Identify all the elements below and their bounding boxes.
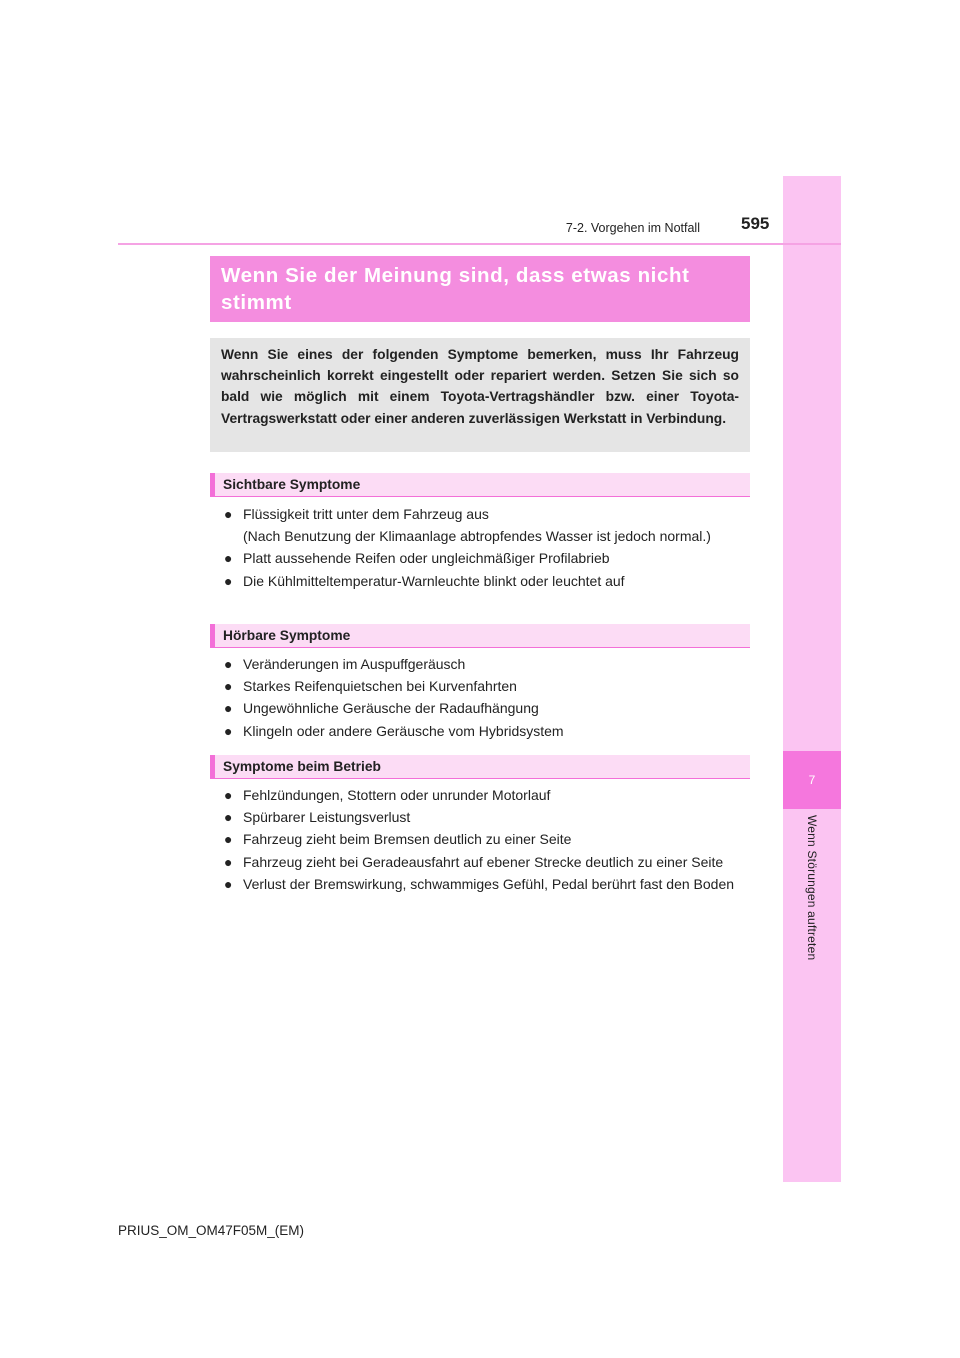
list-item-text: Spürbarer Leistungsverlust xyxy=(243,809,411,826)
list-item xyxy=(224,570,746,592)
chapter-title: Wenn Störungen auftreten xyxy=(805,815,819,961)
bullet-icon: ● xyxy=(224,722,233,739)
list-item xyxy=(224,697,746,719)
list-item-text: Fahrzeug zieht beim Bremsen deutlich zu einer Seite xyxy=(243,831,572,848)
audible-symptoms-list xyxy=(224,653,746,742)
page-title-line-2: stimmt xyxy=(221,291,292,314)
bullet-icon: ● xyxy=(224,506,233,522)
page-number: 595 xyxy=(741,214,770,233)
list-item xyxy=(224,720,746,742)
intro-paragraph: Wenn Sie eines der folgenden Symptome bemerken, muss Ihr Fahrzeug wahrscheinlich korrekt eingestellt oder repariert werden. Setzen Sie sich so bald wie möglich mit einem Toyota-Vertragshändler bzw. einer Toyota-Vertragswerkstatt oder einer anderen zuverlässigen Werkstatt in Verbindung. xyxy=(210,338,750,452)
list-item xyxy=(224,503,746,547)
list-item-note: (Nach Benutzung der Klimaanlage abtropfendes Wasser ist jedoch normal.) xyxy=(243,528,711,545)
list-item xyxy=(224,828,746,850)
list-item-text: Ungewöhnliche Geräusche der Radaufhängung xyxy=(243,700,539,717)
list-item-text: Veränderungen im Auspuffgeräusch xyxy=(243,656,466,672)
section-heading-visible xyxy=(210,473,750,497)
list-item-text: Fahrzeug zieht bei Geradeausfahrt auf ebener Strecke deutlich zu einer Seite xyxy=(243,853,724,870)
section-heading-label: Symptome beim Betrieb xyxy=(223,759,381,774)
list-item-text: Fehlzündungen, Stottern oder unrunder Motorlauf xyxy=(243,787,551,803)
bullet-icon: ● xyxy=(224,875,233,892)
list-item xyxy=(224,806,746,828)
list-item xyxy=(224,784,746,806)
bullet-icon: ● xyxy=(224,853,233,870)
bullet-icon: ● xyxy=(224,678,233,695)
chapter-number-tab[interactable] xyxy=(783,751,841,809)
list-item-text: Die Kühlmitteltemperatur-Warnleuchte blinkt oder leuchtet auf xyxy=(243,572,625,589)
document-footer-id: PRIUS_OM_OM47F05M_(EM) xyxy=(118,1223,305,1238)
section-heading-operation xyxy=(210,755,750,779)
list-item-text: Flüssigkeit tritt unter dem Fahrzeug aus xyxy=(243,506,489,522)
bullet-icon: ● xyxy=(224,809,233,826)
page-title-line-1: Wenn Sie der Meinung sind, dass etwas nicht xyxy=(221,264,690,287)
chapter-number: 7 xyxy=(808,773,816,787)
list-item-text: Starkes Reifenquietschen bei Kurvenfahrten xyxy=(243,678,517,695)
list-item-text: Platt aussehende Reifen oder ungleichmäßiger Profilabrieb xyxy=(243,550,610,567)
list-item-text: Klingeln oder andere Geräusche vom Hybridsystem xyxy=(243,722,564,739)
header-divider xyxy=(118,243,841,245)
list-item xyxy=(224,547,746,569)
chapter-title-tab xyxy=(783,815,841,975)
bullet-icon: ● xyxy=(224,572,233,589)
section-heading-label: Sichtbare Symptome xyxy=(223,477,361,492)
page-title-box xyxy=(210,256,750,322)
section-heading-audible xyxy=(210,624,750,648)
operation-symptoms-list xyxy=(224,784,746,895)
bullet-icon: ● xyxy=(224,700,233,717)
bullet-icon: ● xyxy=(224,787,233,803)
running-header-section: 7-2. Vorgehen im Notfall xyxy=(565,221,700,235)
chapter-side-strip xyxy=(783,176,841,1182)
list-item xyxy=(224,675,746,697)
bullet-icon: ● xyxy=(224,656,233,672)
list-item xyxy=(224,873,746,895)
visible-symptoms-list xyxy=(224,503,746,592)
section-heading-label: Hörbare Symptome xyxy=(223,628,351,643)
list-item-text: Verlust der Bremswirkung, schwammiges Gefühl, Pedal berührt fast den Boden xyxy=(243,875,735,892)
list-item xyxy=(224,851,746,873)
bullet-icon: ● xyxy=(224,831,233,848)
list-item xyxy=(224,653,746,675)
bullet-icon: ● xyxy=(224,550,233,567)
